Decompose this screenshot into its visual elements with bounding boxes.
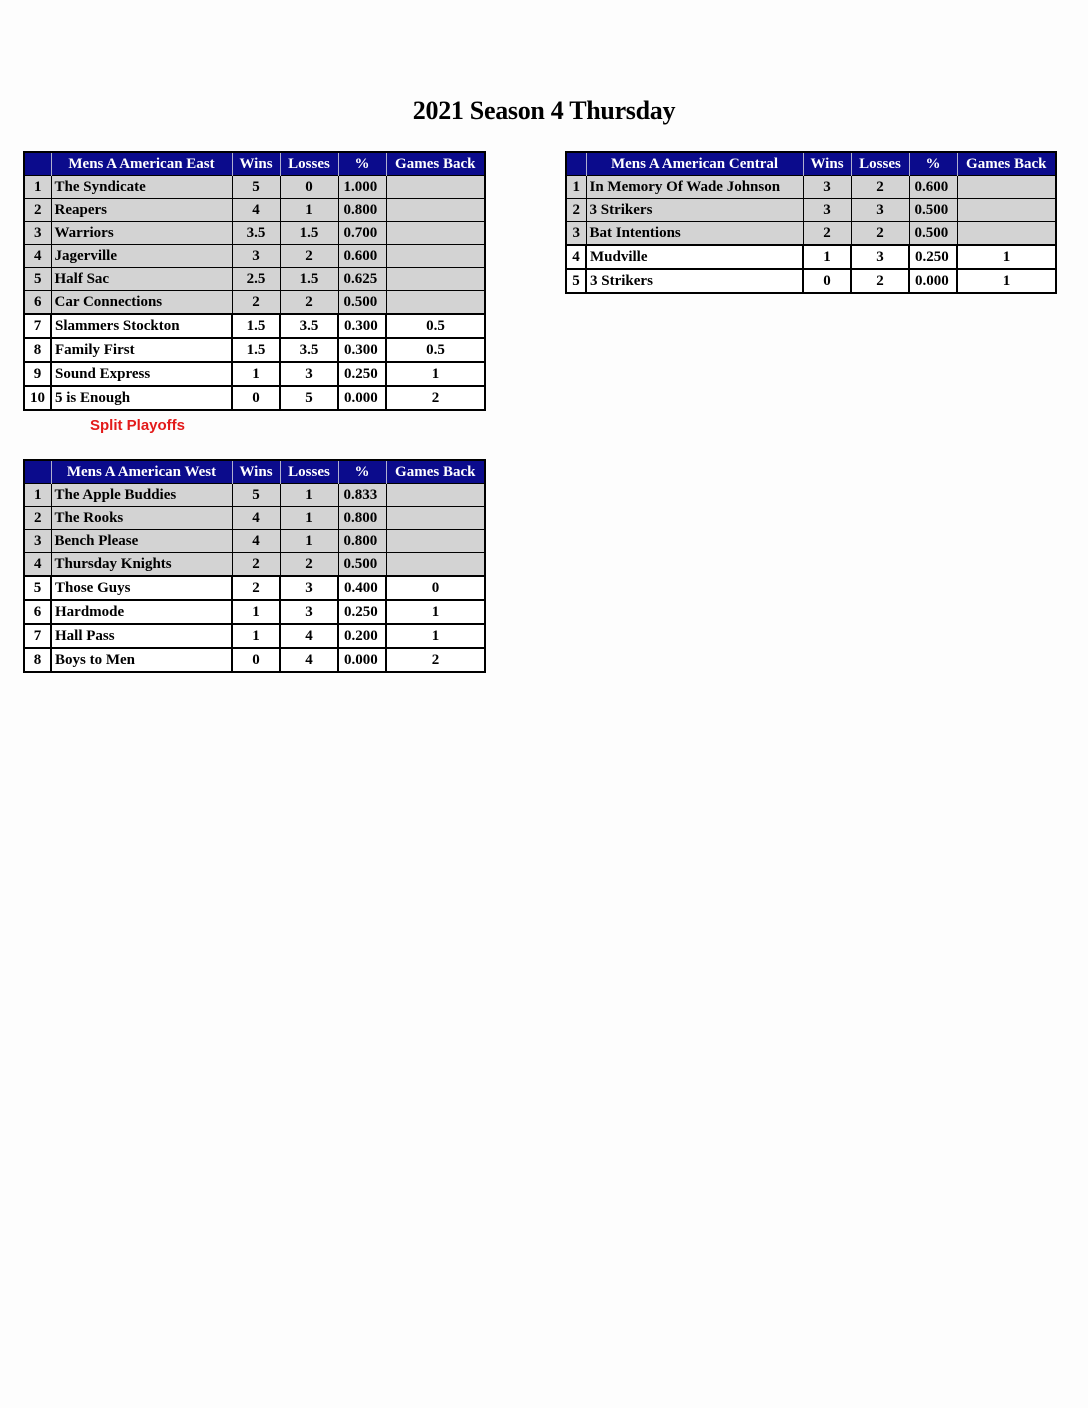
losses-cell: 3.5 [280,314,338,338]
header-games-back: Games Back [957,152,1056,176]
team-cell: 3 Strikers [586,269,803,293]
pct-cell: 0.000 [909,269,957,293]
rank-cell: 8 [24,648,51,672]
games-back-cell [386,222,485,245]
wins-cell: 1 [803,245,851,269]
central-standings-table [565,151,1057,294]
losses-cell: 1 [280,199,338,222]
table-row [24,176,485,199]
rank-cell: 3 [566,222,586,246]
games-back-cell [386,530,485,553]
team-cell: Mudville [586,245,803,269]
losses-cell: 2 [280,291,338,315]
pct-cell: 0.200 [338,624,386,648]
team-cell: Slammers Stockton [51,314,232,338]
rank-cell: 7 [24,624,51,648]
team-cell: Warriors [51,222,232,245]
games-back-cell [386,245,485,268]
wins-cell: 2 [232,553,280,577]
losses-cell: 4 [280,648,338,672]
games-back-cell [957,176,1056,199]
losses-cell: 4 [280,624,338,648]
games-back-cell: 0 [386,576,485,600]
header-row [24,152,485,176]
header-rank [24,152,51,176]
rank-cell: 6 [24,291,51,315]
table-row [566,245,1056,269]
wins-cell: 3.5 [232,222,280,245]
wins-cell: 1.5 [232,338,280,362]
wins-cell: 1 [232,362,280,386]
games-back-cell [957,199,1056,222]
team-cell: Those Guys [51,576,232,600]
wins-cell: 3 [232,245,280,268]
pct-cell: 0.800 [338,507,386,530]
team-cell: Bench Please [51,530,232,553]
games-back-cell: 0.5 [386,314,485,338]
table-row [566,199,1056,222]
table-row [566,222,1056,246]
wins-cell: 2 [232,291,280,315]
table-row [24,338,485,362]
header-pct: % [909,152,957,176]
losses-cell: 1.5 [280,268,338,291]
team-cell: Hardmode [51,600,232,624]
games-back-cell [386,484,485,507]
pct-cell: 0.250 [338,600,386,624]
pct-cell: 0.625 [338,268,386,291]
pct-cell: 0.500 [338,553,386,577]
losses-cell: 1 [280,530,338,553]
pct-cell: 0.250 [909,245,957,269]
team-cell: 3 Strikers [586,199,803,222]
team-cell: Bat Intentions [586,222,803,246]
losses-cell: 3 [280,600,338,624]
table-row [24,291,485,315]
table-row [24,507,485,530]
team-cell: Half Sac [51,268,232,291]
games-back-cell: 1 [957,245,1056,269]
header-wins: Wins [232,152,280,176]
wins-cell: 4 [232,199,280,222]
table-row [24,600,485,624]
losses-cell: 3 [280,576,338,600]
table-row [566,269,1056,293]
header-games-back: Games Back [386,152,485,176]
rank-cell: 2 [566,199,586,222]
pct-cell: 0.300 [338,338,386,362]
west-standings-table [23,459,486,673]
pct-cell: 0.800 [338,199,386,222]
rank-cell: 7 [24,314,51,338]
wins-cell: 3 [803,199,851,222]
wins-cell: 2 [232,576,280,600]
wins-cell: 1 [232,600,280,624]
header-team: Mens A American West [51,460,232,484]
team-cell: In Memory Of Wade Johnson [586,176,803,199]
games-back-cell [386,176,485,199]
table-row [24,386,485,410]
table-row [24,268,485,291]
losses-cell: 0 [280,176,338,199]
team-cell: Boys to Men [51,648,232,672]
rank-cell: 1 [566,176,586,199]
wins-cell: 0 [232,648,280,672]
losses-cell: 2 [280,553,338,577]
pct-cell: 0.300 [338,314,386,338]
games-back-cell [957,222,1056,246]
losses-cell: 3 [851,199,909,222]
wins-cell: 3 [803,176,851,199]
team-cell: Jagerville [51,245,232,268]
losses-cell: 2 [851,176,909,199]
header-wins: Wins [803,152,851,176]
header-rank [24,460,51,484]
rank-cell: 2 [24,199,51,222]
rank-cell: 1 [24,484,51,507]
header-team: Mens A American East [51,152,232,176]
rank-cell: 2 [24,507,51,530]
header-pct: % [338,152,386,176]
rank-cell: 5 [24,268,51,291]
games-back-cell [386,507,485,530]
games-back-cell [386,553,485,577]
pct-cell: 0.000 [338,648,386,672]
header-row [24,460,485,484]
header-losses: Losses [280,152,338,176]
losses-cell: 5 [280,386,338,410]
team-cell: Thursday Knights [51,553,232,577]
team-cell: Family First [51,338,232,362]
games-back-cell: 2 [386,648,485,672]
team-cell: Reapers [51,199,232,222]
pct-cell: 0.000 [338,386,386,410]
games-back-cell: 1 [957,269,1056,293]
table-row [24,199,485,222]
team-cell: The Rooks [51,507,232,530]
team-cell: The Syndicate [51,176,232,199]
table-row [24,576,485,600]
header-rank [566,152,586,176]
losses-cell: 3 [280,362,338,386]
rank-cell: 3 [24,222,51,245]
table-row [24,648,485,672]
rank-cell: 4 [24,553,51,577]
games-back-cell [386,199,485,222]
rank-cell: 4 [24,245,51,268]
pct-cell: 0.800 [338,530,386,553]
rank-cell: 5 [566,269,586,293]
team-cell: Sound Express [51,362,232,386]
pct-cell: 0.400 [338,576,386,600]
table-row [24,484,485,507]
header-team: Mens A American Central [586,152,803,176]
losses-cell: 3.5 [280,338,338,362]
header-losses: Losses [280,460,338,484]
header-wins: Wins [232,460,280,484]
table-row [24,245,485,268]
losses-cell: 1 [280,507,338,530]
rank-cell: 1 [24,176,51,199]
table-row [24,553,485,577]
table-row [24,314,485,338]
wins-cell: 5 [232,484,280,507]
team-cell: 5 is Enough [51,386,232,410]
header-losses: Losses [851,152,909,176]
rank-cell: 3 [24,530,51,553]
games-back-cell: 1 [386,362,485,386]
rank-cell: 4 [566,245,586,269]
pct-cell: 0.600 [909,176,957,199]
pct-cell: 0.250 [338,362,386,386]
rank-cell: 9 [24,362,51,386]
pct-cell: 0.500 [909,199,957,222]
wins-cell: 5 [232,176,280,199]
pct-cell: 1.000 [338,176,386,199]
pct-cell: 0.500 [338,291,386,315]
table-row [24,362,485,386]
pct-cell: 0.500 [909,222,957,246]
header-pct: % [338,460,386,484]
wins-cell: 4 [232,507,280,530]
wins-cell: 1.5 [232,314,280,338]
losses-cell: 3 [851,245,909,269]
header-games-back: Games Back [386,460,485,484]
team-cell: Hall Pass [51,624,232,648]
losses-cell: 1.5 [280,222,338,245]
pct-cell: 0.600 [338,245,386,268]
losses-cell: 1 [280,484,338,507]
header-row [566,152,1056,176]
wins-cell: 2 [803,222,851,246]
wins-cell: 0 [803,269,851,293]
rank-cell: 8 [24,338,51,362]
table-row [566,176,1056,199]
pct-cell: 0.700 [338,222,386,245]
wins-cell: 0 [232,386,280,410]
games-back-cell: 0.5 [386,338,485,362]
games-back-cell: 1 [386,600,485,624]
wins-cell: 1 [232,624,280,648]
losses-cell: 2 [851,222,909,246]
games-back-cell [386,268,485,291]
page-title: 2021 Season 4 Thursday [412,96,676,125]
table-row [24,222,485,245]
games-back-cell: 1 [386,624,485,648]
games-back-cell [386,291,485,315]
pct-cell: 0.833 [338,484,386,507]
table-row [24,530,485,553]
losses-cell: 2 [851,269,909,293]
rank-cell: 5 [24,576,51,600]
games-back-cell: 2 [386,386,485,410]
losses-cell: 2 [280,245,338,268]
table-row [24,624,485,648]
team-cell: The Apple Buddies [51,484,232,507]
rank-cell: 6 [24,600,51,624]
wins-cell: 2.5 [232,268,280,291]
team-cell: Car Connections [51,291,232,315]
east-standings-table [23,151,486,411]
wins-cell: 4 [232,530,280,553]
rank-cell: 10 [24,386,51,410]
split-playoffs-note: Split Playoffs [90,417,186,434]
